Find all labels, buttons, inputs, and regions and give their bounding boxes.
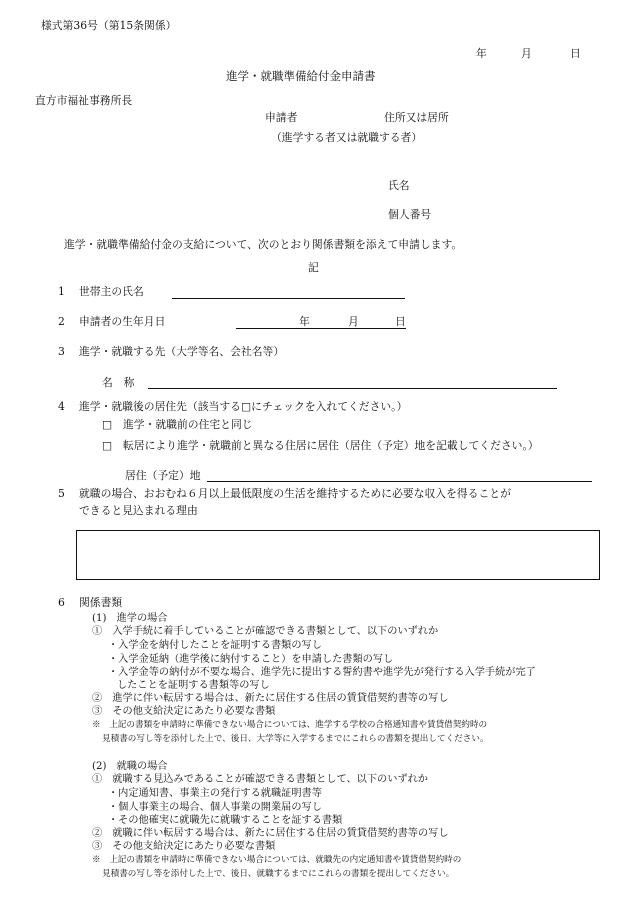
form-number: 様式第36号（第15条関係） xyxy=(41,19,177,32)
item5-line2: できると見込まれる理由 xyxy=(79,504,198,517)
document-title: 進学・就職準備給付金申請書 xyxy=(226,69,376,83)
intro-text: 進学・就職準備給付金の支給について、次のとおり関係書類を添えて申請します。 xyxy=(64,238,463,251)
sub2-line2: ・内定通知書、事業主の発行する就職証明書等 xyxy=(108,788,322,799)
sub1-line6: ② 進学に伴い転居する場合は、新たに居住する住居の賃貸借契約書等の写し xyxy=(92,693,449,704)
sub2-line1: ① 就職する見込みであることが確認できる書類として、以下のいずれか xyxy=(92,774,428,785)
sub1-title: (1) 進学の場合 xyxy=(92,613,168,624)
item5-number: 5 xyxy=(58,487,65,500)
applicant-label: 申請者 xyxy=(265,111,298,124)
sub1-line4: ・入学金等の納付が不要な場合、進学先に提出する誓約書や進学先が発行する入学手続が完了 xyxy=(108,667,536,678)
sub2-note1: ※ 上記の書類を申請時に準備できない場合については、就職先の内定通知書や賃貸借契約時の xyxy=(92,855,462,865)
item2-number: 2 xyxy=(58,315,65,328)
reason-textbox[interactable] xyxy=(76,530,600,580)
item3-number: 3 xyxy=(58,345,65,358)
sub2-line4: ・その他確実に就職先に就職することを証する書類 xyxy=(108,815,343,826)
date-month-label: 月 xyxy=(521,47,532,60)
item1-label: 世帯主の氏名 xyxy=(79,285,144,298)
item6-label: 関係書類 xyxy=(79,596,123,609)
applicant-note: （進学する者又は就職する者） xyxy=(271,131,423,144)
destination-name-label: 名 称 xyxy=(102,376,135,389)
checkbox-new-residence[interactable]: □ xyxy=(102,439,113,452)
item2-label: 申請者の生年月日 xyxy=(79,315,166,328)
sub1-line3: ・入学金延納（進学後に納付すること）を申請した書類の写し xyxy=(108,654,394,665)
item6-number: 6 xyxy=(58,596,65,609)
checkbox-same-residence[interactable]: □ xyxy=(102,418,113,431)
residence-line[interactable] xyxy=(207,481,592,482)
sub2-line6: ③ その他支給決定にあたり必要な書類 xyxy=(92,841,276,852)
date-day-label: 日 xyxy=(570,47,581,60)
item4-label: 進学・就職後の居住先（該当する□にチェックを入れてください。） xyxy=(79,400,408,413)
recipient: 直方市福祉事務所長 xyxy=(35,94,133,107)
residence-label: 居住（予定）地 xyxy=(125,469,201,482)
sub2-line3: ・個人事業主の場合、個人事業の開業届の写し xyxy=(108,802,322,813)
sub1-line5: したことを証明する書類等の写し xyxy=(117,680,270,691)
birth-month-label: 月 xyxy=(348,315,359,328)
item5-line1: 就職の場合、おおむね６月以上最低限度の生活を維持するために必要な収入を得ることが xyxy=(79,487,511,500)
birthdate-line[interactable] xyxy=(236,328,406,329)
ki-label: 記 xyxy=(308,261,319,274)
personal-number-label: 個人番号 xyxy=(388,208,432,221)
option-same-residence: 進学・就職前の住宅と同じ xyxy=(123,418,253,431)
item1-number: 1 xyxy=(58,285,65,298)
birth-year-label: 年 xyxy=(299,315,310,328)
household-head-name-line[interactable] xyxy=(172,298,405,299)
destination-name-line[interactable] xyxy=(148,388,557,389)
option-new-residence: 転居により進学・就職前と異なる住居に居住（居住（予定）地を記載してください。） xyxy=(123,439,539,452)
sub1-note2: 見積書の写し等を添付した上で、後日、大学等に入学するまでにこれらの書類を提出してください。 xyxy=(102,734,489,744)
sub1-line1: ① 入学手続に着手していることが確認できる書類として、以下のいずれか xyxy=(92,626,439,637)
sub1-note1: ※ 上記の書類を申請時に準備できない場合については、進学する学校の合格通知書や賃貸借契約時の xyxy=(92,720,488,730)
birth-day-label: 日 xyxy=(395,315,406,328)
item4-number: 4 xyxy=(58,400,65,413)
date-year-label: 年 xyxy=(476,47,487,60)
sub1-line2: ・入学金を納付したことを証明する書類の写し xyxy=(108,640,322,651)
name-label: 氏名 xyxy=(388,179,410,192)
address-label: 住所又は居所 xyxy=(384,111,449,124)
sub2-note2: 見積書の写し等を添付した上で、後日、就職するまでにこれらの書類を提出してください。 xyxy=(102,869,455,879)
sub2-title: (2) 就職の場合 xyxy=(92,761,168,772)
sub2-line5: ② 就職に伴い転居する場合は、新たに居住する住居の賃貸借契約書等の写し xyxy=(92,828,449,839)
item3-label: 進学・就職する先（大学等名、会社名等） xyxy=(79,345,285,358)
sub1-line7: ③ その他支給決定にあたり必要な書類 xyxy=(92,706,276,717)
